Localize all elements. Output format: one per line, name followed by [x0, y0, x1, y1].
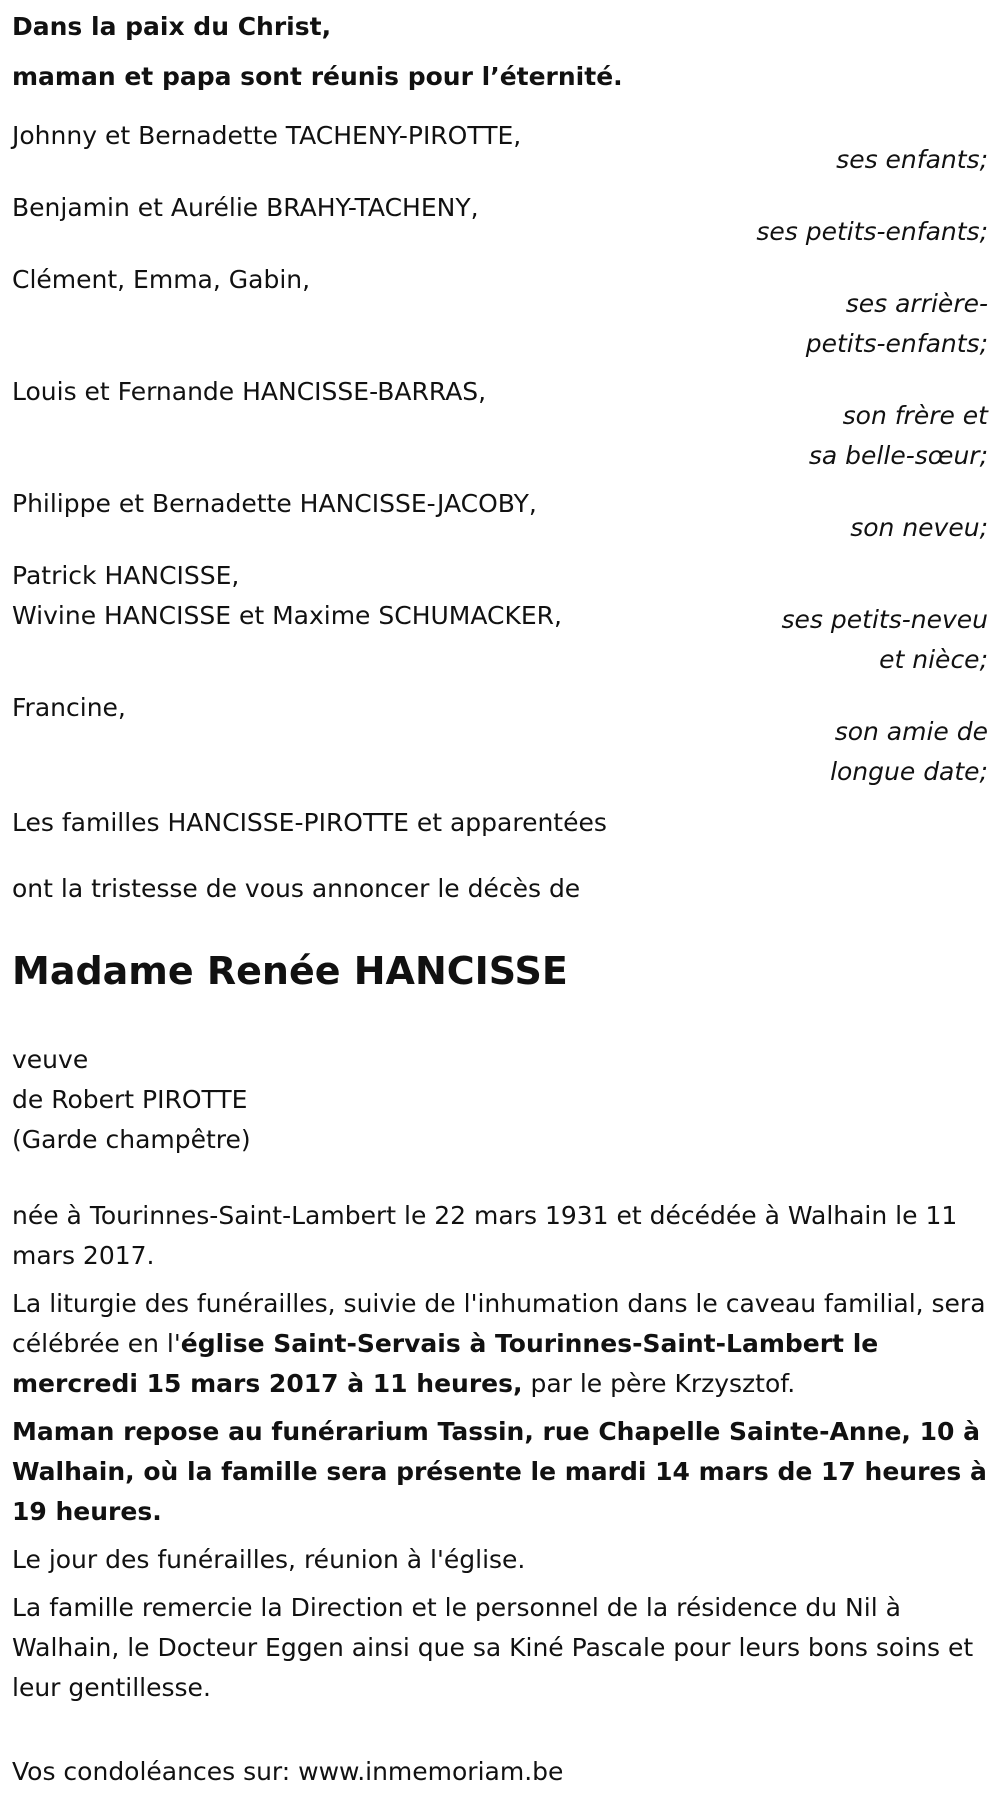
family-names: Philippe et Bernadette HANCISSE-JACOBY,	[12, 489, 537, 518]
header-line-2: maman et papa sont réunis pour l’éternité.	[12, 62, 623, 91]
family-row	[12, 260, 988, 364]
families-line: Les familles HANCISSE-PIROTTE et apparentées	[12, 808, 607, 837]
family-row	[12, 556, 988, 680]
deceased-name: Madame Renée HANCISSE	[12, 949, 568, 993]
liturgy-paragraph	[12, 1284, 988, 1404]
condolences-line: Vos condoléances sur: www.inmemoriam.be	[12, 1757, 564, 1786]
header-line-1: Dans la paix du Christ,	[12, 12, 332, 41]
family-names: Louis et Fernande HANCISSE-BARRAS,	[12, 377, 487, 406]
announce-line: ont la tristesse de vous annoncer le décès de	[12, 874, 581, 903]
widow-line-3: (Garde champêtre)	[12, 1125, 251, 1154]
family-names: Benjamin et Aurélie BRAHY-TACHENY,	[12, 193, 479, 222]
family-relation: son frère et sa belle-sœur;	[808, 401, 988, 470]
family-relation: ses petits-neveu et nièce;	[781, 605, 988, 674]
funerarium-paragraph: Maman repose au funérarium Tassin, rue Chapelle Sainte-Anne, 10 à Walhain, où la famille sera présente le mardi 14 mars de 17 heures à 19 heures.	[12, 1417, 987, 1526]
family-row	[12, 372, 988, 476]
liturgy-text-1: La liturgie des funérailles, suivie de l'inhumation dans le caveau familial, sera célébrée en l'	[12, 1289, 986, 1358]
liturgy-bold-text: église Saint-Servais à Tourinnes-Saint-Lambert le mercredi 15 mars 2017 à 11 heures,	[12, 1329, 879, 1398]
family-names: Clément, Emma, Gabin,	[12, 265, 311, 294]
header	[12, 0, 988, 102]
widow-line-2: de Robert PIROTTE	[12, 1085, 248, 1114]
family-row	[12, 484, 988, 548]
family-names: Wivine HANCISSE et Maxime SCHUMACKER,	[12, 601, 562, 630]
family-names: Patrick HANCISSE,	[12, 561, 240, 590]
thanks-paragraph: La famille remercie la Direction et le personnel de la résidence du Nil à Walhain, le Docteur Eggen ainsi que sa Kiné Pascale pour leurs bons soins et leur gentillesse.	[12, 1593, 974, 1702]
family-row	[12, 188, 988, 252]
family-relation: son neveu;	[850, 513, 988, 542]
family-relation: ses enfants;	[836, 145, 988, 174]
family-relation: ses petits-enfants;	[756, 217, 988, 246]
meeting-paragraph: Le jour des funérailles, réunion à l'église.	[12, 1545, 526, 1574]
family-row	[12, 116, 988, 180]
widow-block	[12, 1040, 988, 1160]
liturgy-text-2: par le père Krzysztof.	[522, 1369, 796, 1398]
family-names: Francine,	[12, 693, 126, 722]
family-relation: ses arrière-petits-enfants;	[805, 289, 988, 358]
widow-line-1: veuve	[12, 1045, 89, 1074]
birth-death-paragraph: née à Tourinnes-Saint-Lambert le 22 mars 1931 et décédée à Walhain le 11 mars 2017.	[12, 1201, 958, 1270]
family-relation: son amie de longue date;	[830, 717, 988, 786]
family-row	[12, 688, 988, 792]
family-names: Johnny et Bernadette TACHENY-PIROTTE,	[12, 121, 522, 150]
family-list	[12, 116, 988, 792]
